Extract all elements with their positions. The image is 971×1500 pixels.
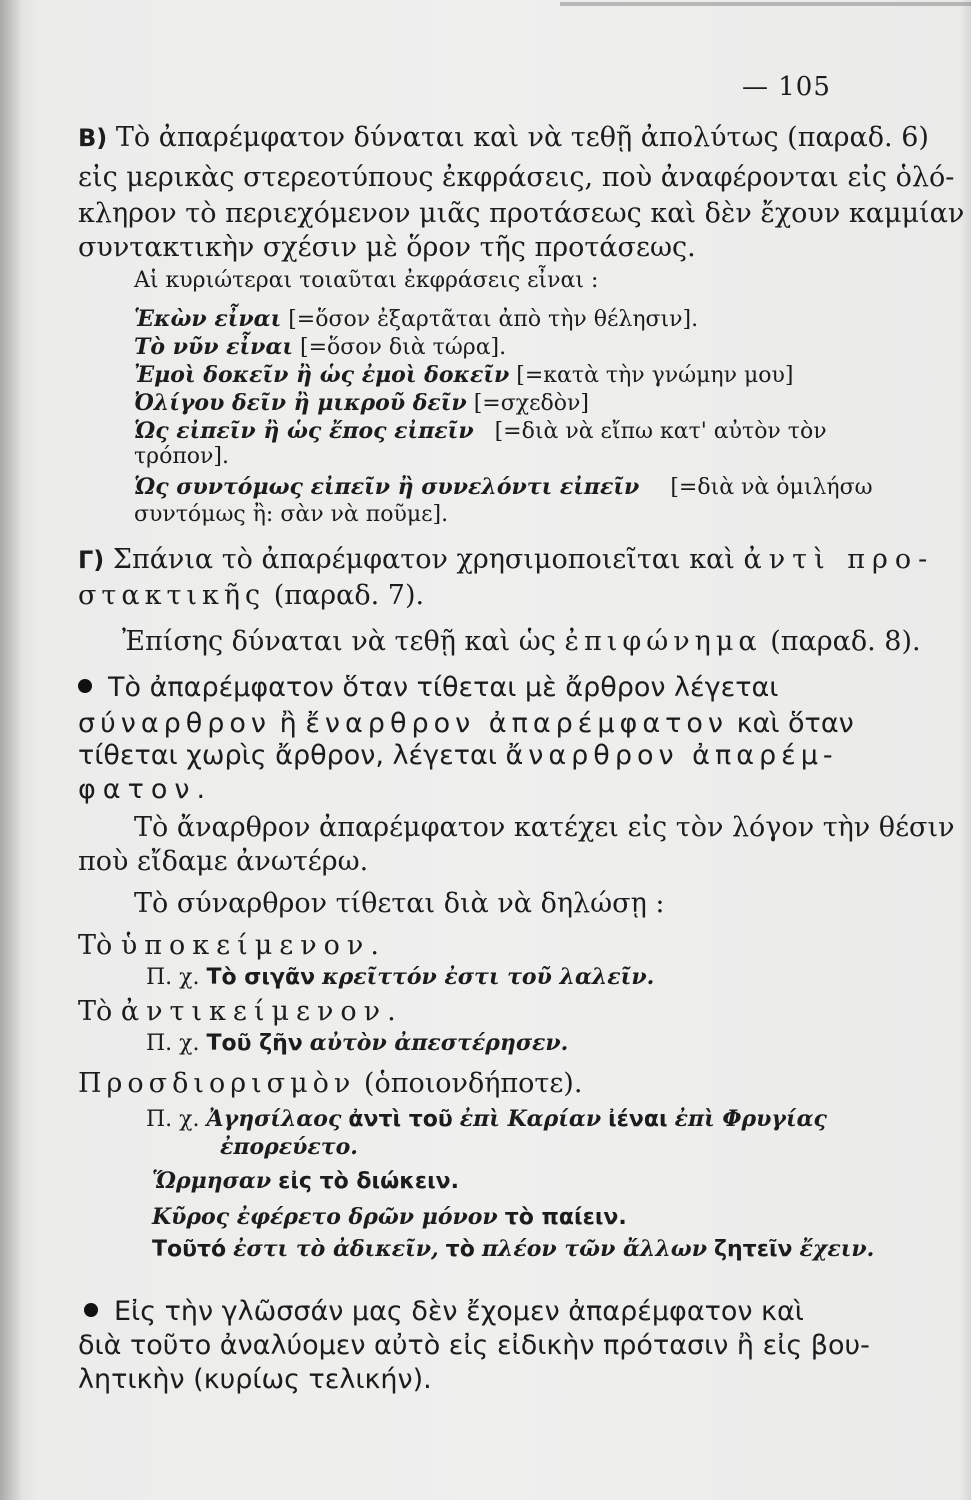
bullet-2-line-3: λητικὴν (κυρίως τελικήν). xyxy=(78,1364,432,1395)
section-c-spaced: ἀντὶ προ- xyxy=(743,544,935,575)
use-label-prefix: Τὸ xyxy=(78,996,113,1027)
bullet-2-line-1 xyxy=(84,1298,804,1325)
expression-row xyxy=(134,420,827,443)
expression-phrase: Ἐμοὶ δοκεῖν ἢ ὡς ἐμοὶ δοκεῖν xyxy=(134,362,510,388)
example-row xyxy=(152,1206,627,1229)
section-c-line-1 xyxy=(78,546,934,573)
expression-gloss: [=διὰ νὰ ὁμιλήσω xyxy=(670,475,873,500)
example-row xyxy=(152,1238,874,1261)
use-label-prefix: Τὸ xyxy=(78,930,113,961)
use-object-label xyxy=(78,998,403,1025)
example-prefix: Π. χ. xyxy=(146,1107,200,1132)
expression-row xyxy=(134,392,589,415)
expression-row xyxy=(134,364,793,387)
expression-phrase: Ὡς εἰπεῖν ἢ ὡς ἔπος εἰπεῖν xyxy=(134,418,474,444)
section-b-line-4: συντακτικὴν σχέσιν μὲ ὅρον τῆς προτάσεως. xyxy=(78,232,696,263)
expressions-intro: Αἱ κυριώτεραι τοιαῦται ἐκφράσεις εἶναι : xyxy=(134,268,599,293)
example-italic: Ἀγησίλαος xyxy=(206,1106,342,1132)
bullet-1-text: ἢ xyxy=(279,708,297,739)
synarthron-intro: Τὸ σύναρθρον τίθεται διὰ νὰ δηλώσῃ : xyxy=(134,888,665,919)
example-row xyxy=(146,1032,568,1055)
expression-row xyxy=(134,336,506,359)
example-bold: Τοῦ ζῆν xyxy=(206,1031,303,1056)
example-italic: αὐτὸν ἀπεστέρησεν. xyxy=(309,1030,569,1056)
bullet-1-spaced: ἔναρθρον ἀπαρέμφατον xyxy=(305,708,729,739)
expression-continuation: συντόμως ἢ: σὰν νὰ ποῦμε]. xyxy=(134,502,449,527)
expression-continuation: τρόπον]. xyxy=(134,444,230,469)
use-label-spaced: ἀντικείμενον. xyxy=(120,996,403,1027)
example-bold: τὸ παίειν. xyxy=(504,1205,627,1230)
example-italic: ἐστι τὸ ἀδικεῖν, xyxy=(233,1236,439,1262)
expression-gloss: [=σχεδὸν] xyxy=(473,391,589,416)
bullet-1-text: Τὸ ἀπαρέμφατον ὅταν τίθεται μὲ ἄρθρον λέγεται xyxy=(108,672,779,703)
section-c-spaced: ἐπιφώνημα xyxy=(564,626,762,657)
example-bold: ἀντὶ τοῦ xyxy=(348,1107,453,1132)
expression-gloss: [=ὅσον διὰ τώρα]. xyxy=(300,335,507,360)
example-bold: ἰέναι xyxy=(608,1107,668,1132)
example-bold: Τὸ σιγᾶν xyxy=(206,965,316,990)
bullet-icon xyxy=(84,1303,98,1317)
example-italic: ἐπὶ Καρίαν xyxy=(459,1106,602,1132)
example-continuation xyxy=(220,1136,358,1159)
binding-shadow xyxy=(0,0,22,1500)
anarthron-line-2: ποὺ εἴδαμε ἀνωτέρω. xyxy=(78,846,369,877)
bullet-1-line-3 xyxy=(78,742,838,769)
example-bold: τὸ xyxy=(445,1237,475,1262)
example-bold: εἰς τὸ διώκειν. xyxy=(278,1169,460,1194)
section-b-line-3: κληρον τὸ περιεχόμενον μιᾶς προτάσεως καὶ δὲν ἔχουν καμμίαν xyxy=(78,198,965,229)
section-c-text: Σπάνια τὸ ἀπαρέμφατον χρησιμοποιεῖται καὶ xyxy=(112,544,735,575)
example-italic: ἔχειν. xyxy=(799,1236,875,1262)
example-row xyxy=(146,1108,827,1131)
use-subject-label xyxy=(78,932,386,959)
bullet-1-line-4 xyxy=(78,776,212,803)
page-number: — 105 xyxy=(742,72,831,102)
anarthron-line-1: Τὸ ἄναρθρον ἀπαρέμφατον κατέχει εἰς τὸν λόγον τὴν θέσιν xyxy=(134,812,955,843)
section-c-text: (παραδ. 8). xyxy=(770,626,921,657)
section-b-marker: Β) xyxy=(78,124,108,152)
example-italic: Ὥρμησαν xyxy=(152,1168,272,1194)
expression-gloss: [=κατὰ τὴν γνώμην μου] xyxy=(516,363,794,388)
example-italic: ἐπορεύετο. xyxy=(220,1134,358,1160)
expression-phrase: Ἑκὼν εἶναι xyxy=(134,306,282,332)
example-italic: ἐπὶ Φρυγίας xyxy=(674,1106,827,1132)
example-italic: κρεῖττόν ἐστι τοῦ λαλεῖν. xyxy=(322,964,655,990)
bullet-1-line-1 xyxy=(78,674,778,701)
section-c-line-3 xyxy=(122,628,921,655)
expression-gloss: [=ὅσον ἐξαρτᾶται ἀπὸ τὴν θέλησιν]. xyxy=(288,307,699,332)
use-label-suffix: (ὁποιονδήποτε). xyxy=(363,1068,583,1099)
section-c-spaced: στακτικῆς xyxy=(78,580,266,611)
example-row xyxy=(152,1170,459,1193)
example-prefix: Π. χ. xyxy=(146,965,200,990)
section-c-text: (παραδ. 7). xyxy=(273,580,425,611)
bullet-1-text: καὶ ὅταν xyxy=(736,708,854,739)
bullet-1-spaced: σύναρθρον xyxy=(78,708,272,739)
section-c-line-2 xyxy=(78,582,424,609)
section-c-text: Ἐπίσης δύναται νὰ τεθῇ καὶ ὡς xyxy=(122,626,556,657)
expression-row xyxy=(134,308,698,331)
bullet-1-spaced: ἄναρθρον ἀπαρέμ- xyxy=(505,740,838,771)
example-bold: Τοῦτό xyxy=(152,1237,227,1262)
bullet-1-spaced: φατον. xyxy=(78,774,213,805)
use-label-spaced: ὑποκείμενον. xyxy=(120,930,386,961)
section-b-line-1 xyxy=(78,124,929,151)
example-bold: ζητεῖν xyxy=(714,1237,793,1262)
bullet-1-text: τίθεται χωρὶς ἄρθρον, λέγεται xyxy=(78,740,497,771)
bullet-2-text: Εἰς τὴν γλῶσσάν μας δὲν ἔχομεν ἀπαρέμφατον καὶ xyxy=(114,1296,804,1327)
expression-phrase: Ὡς συντόμως εἰπεῖν ἢ συνελόντι εἰπεῖν xyxy=(134,474,640,500)
section-b-line-2: εἰς μερικὰς στερεοτύπους ἐκφράσεις, ποὺ ἀναφέρονται εἰς ὁλό- xyxy=(78,162,955,193)
expression-row xyxy=(134,476,873,499)
top-edge-mark xyxy=(560,2,971,6)
expression-phrase: Ὀλίγου δεῖν ἢ μικροῦ δεῖν xyxy=(134,390,467,416)
expression-phrase: Τὸ νῦν εἶναι xyxy=(134,334,294,360)
section-c-marker: Γ) xyxy=(78,546,105,574)
example-prefix: Π. χ. xyxy=(146,1031,200,1056)
section-b-text: Τὸ ἀπαρέμφατον δύναται καὶ νὰ τεθῇ ἀπολύτως (παραδ. 6) xyxy=(115,122,929,153)
use-modifier-label xyxy=(78,1070,582,1097)
use-label-spaced: Προσδιορισμὸν xyxy=(78,1068,356,1099)
example-row xyxy=(146,966,654,989)
bullet-icon xyxy=(78,679,92,693)
expression-gloss: [=διὰ νὰ εἴπω κατ' αὐτὸν τὸν xyxy=(494,419,827,444)
bullet-1-line-2 xyxy=(78,710,854,737)
example-italic: πλέον τῶν ἄλλων xyxy=(481,1236,707,1262)
bullet-2-line-2: διὰ τοῦτο ἀναλύομεν αὐτὸ εἰς εἰδικὴν πρότασιν ἢ εἰς βου- xyxy=(78,1330,870,1361)
example-italic: Κῦρος ἐφέρετο δρῶν μόνον xyxy=(152,1204,498,1230)
